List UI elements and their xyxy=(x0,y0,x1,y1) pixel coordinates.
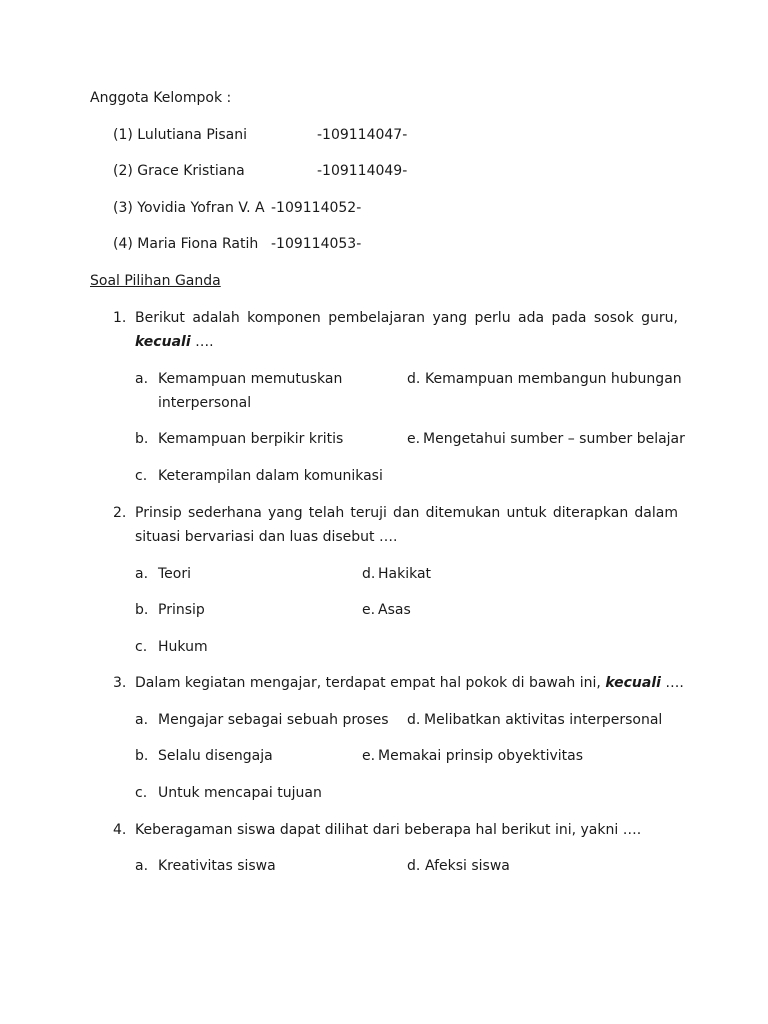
question-1-text-end xyxy=(135,333,214,351)
member-1-name: (1) Lulutiana Pisani xyxy=(113,127,247,143)
q1-option-d-text: Kemampuan membangun hubungan xyxy=(425,371,682,387)
question-2-number: 2. xyxy=(113,505,127,521)
question-1-text: Berikut adalah komponen pembelajaran yang perlu ada pada sosok guru, xyxy=(135,310,678,326)
q3-option-b-text: Selalu disengaja xyxy=(158,748,273,764)
q3-option-a-text: Mengajar sebagai sebuah proses xyxy=(158,712,389,728)
q1-option-c-text: Keterampilan dalam komunikasi xyxy=(158,468,383,484)
question-1-emphasis: kecuali xyxy=(135,334,191,350)
q2-option-b-text: Prinsip xyxy=(158,602,205,618)
question-3-text-line xyxy=(135,674,684,692)
q3-option-e-text: Memakai prinsip obyektivitas xyxy=(378,748,583,764)
member-3-nim: -109114052- xyxy=(271,200,362,216)
q2-option-b-letter: b. xyxy=(135,602,149,618)
q2-option-e-letter: e. xyxy=(362,602,376,618)
q3-option-c-letter: c. xyxy=(135,785,148,801)
members-heading: Anggota Kelompok : xyxy=(90,90,232,106)
member-3-name: (3) Yovidia Yofran V. A xyxy=(113,200,265,216)
q2-option-a-text: Teori xyxy=(158,566,191,582)
q4-option-d-letter: d. xyxy=(407,858,421,874)
q2-option-d-letter: d. xyxy=(362,566,376,582)
q1-option-e-text: Mengetahui sumber – sumber belajar xyxy=(423,431,685,447)
q3-option-d-text: Melibatkan aktivitas interpersonal xyxy=(424,712,663,728)
q2-option-e-text: Asas xyxy=(378,602,411,618)
member-4-name: (4) Maria Fiona Ratih xyxy=(113,236,259,252)
q3-option-c-text: Untuk mencapai tujuan xyxy=(158,785,322,801)
member-4-nim: -109114053- xyxy=(271,236,362,252)
q1-option-a-text: Kemampuan memutuskan xyxy=(158,371,343,387)
q2-option-c-letter: c. xyxy=(135,639,148,655)
q1-option-a-text-cont: interpersonal xyxy=(158,395,252,411)
q1-option-b-letter: b. xyxy=(135,431,149,447)
q2-option-a-letter: a. xyxy=(135,566,149,582)
section-title: Soal Pilihan Ganda xyxy=(90,273,221,289)
q3-option-e-letter: e. xyxy=(362,748,376,764)
question-3-emphasis: kecuali xyxy=(605,675,661,691)
question-2-text-line2: situasi bervariasi dan luas disebut …. xyxy=(135,529,398,545)
q4-option-a-text: Kreativitas siswa xyxy=(158,858,276,874)
q2-option-d-text: Hakikat xyxy=(378,566,432,582)
q1-option-a-letter: a. xyxy=(135,371,149,387)
q3-option-a-letter: a. xyxy=(135,712,149,728)
q1-option-e-letter: e. xyxy=(407,431,421,447)
q1-option-d-letter: d. xyxy=(407,371,421,387)
q3-option-d-letter: d. xyxy=(407,712,421,728)
question-3-text: Dalam kegiatan mengajar, terdapat empat hal pokok di bawah ini, xyxy=(135,675,601,691)
question-4-text: Keberagaman siswa dapat dilihat dari beberapa hal berikut ini, yakni …. xyxy=(135,822,642,838)
q2-option-c-text: Hukum xyxy=(158,639,208,655)
q3-option-b-letter: b. xyxy=(135,748,149,764)
q4-option-d-text: Afeksi siswa xyxy=(425,858,510,874)
q4-option-a-letter: a. xyxy=(135,858,149,874)
question-1-suffix: …. xyxy=(190,334,214,350)
q1-option-b-text: Kemampuan berpikir kritis xyxy=(158,431,344,447)
q1-option-c-letter: c. xyxy=(135,468,148,484)
question-1-number: 1. xyxy=(113,310,127,326)
question-3-suffix: …. xyxy=(660,675,684,691)
question-4-number: 4. xyxy=(113,822,127,838)
member-2-name: (2) Grace Kristiana xyxy=(113,163,245,179)
member-1-nim: -109114047- xyxy=(317,127,408,143)
member-2-nim: -109114049- xyxy=(317,163,408,179)
question-3-number: 3. xyxy=(113,675,127,691)
question-2-text-line1: Prinsip sederhana yang telah teruji dan ditemukan untuk diterapkan dalam xyxy=(135,505,678,521)
